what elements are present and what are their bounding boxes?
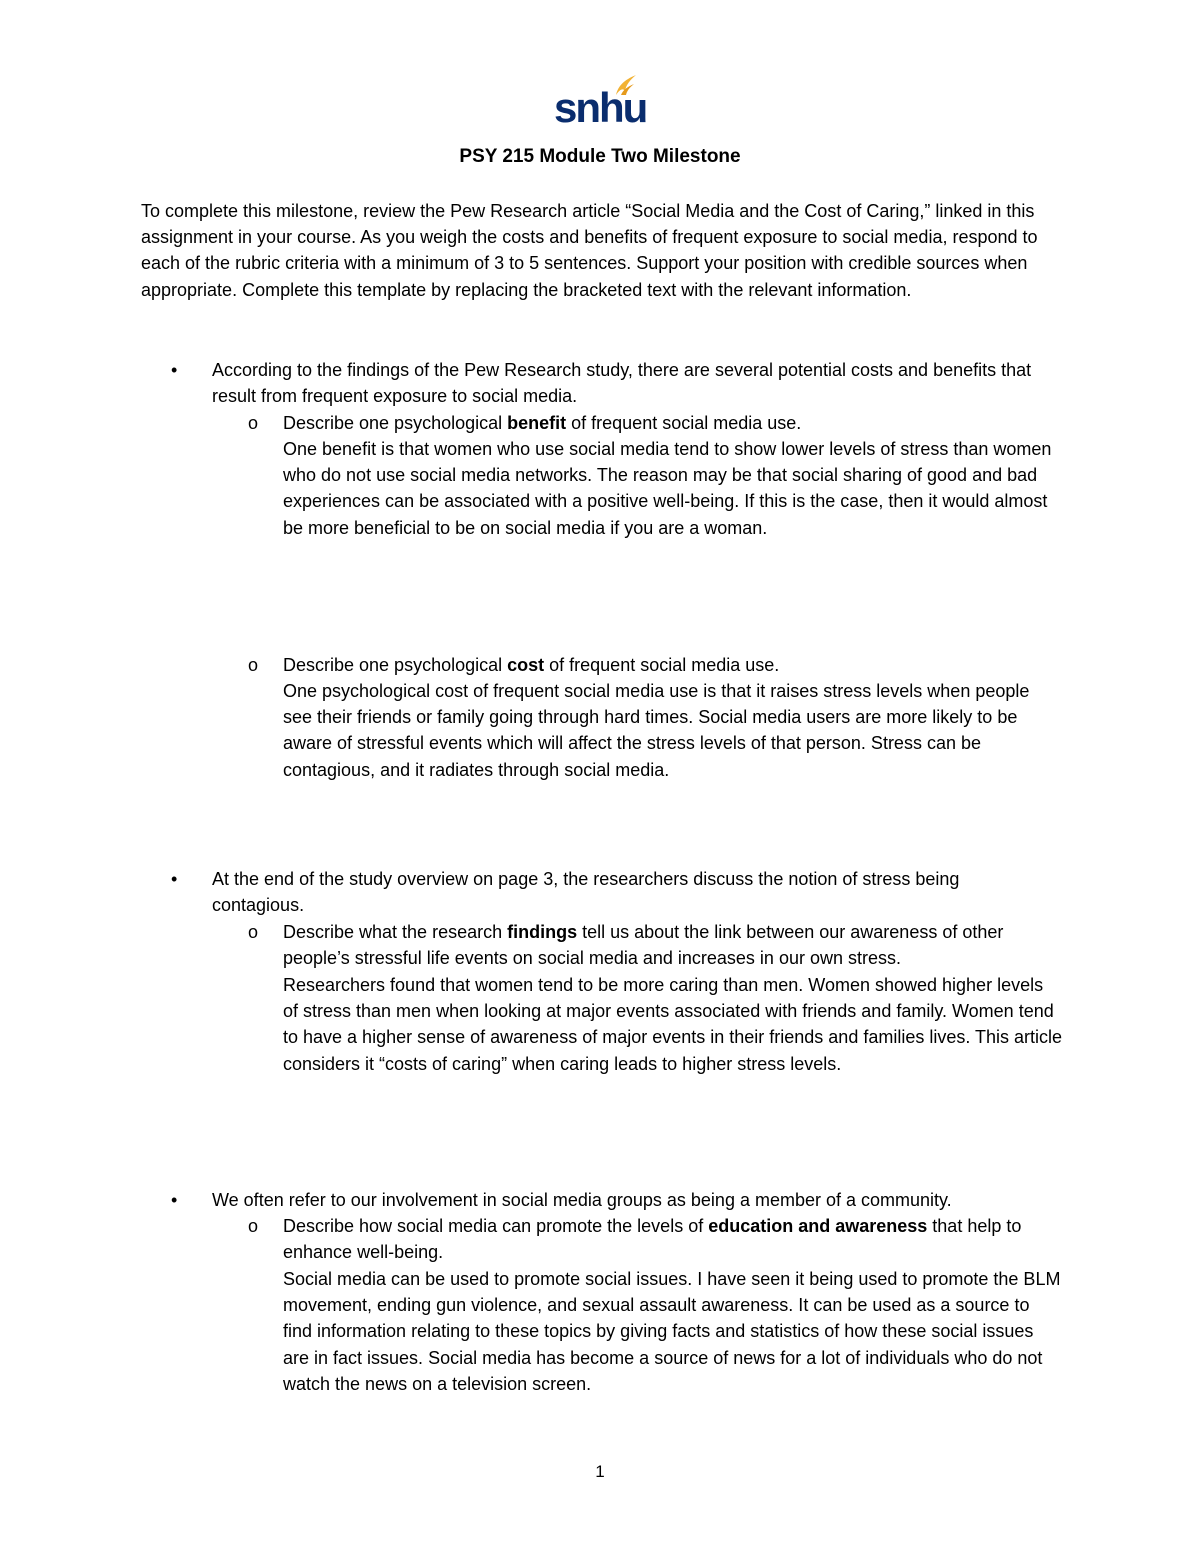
sub-bullet-marker: o — [248, 413, 259, 433]
prompt-text: Describe what the research findings tell us about the link between our awareness of other people’s stressful life events on social media and increases in our own stress. — [283, 922, 1004, 969]
page-number: 1 — [595, 1462, 605, 1481]
prompt-text: Describe one psychological cost of frequent social media use. — [283, 655, 780, 675]
bullet-marker: • — [171, 360, 178, 380]
answer-text: One psychological cost of frequent social media use is that it raises stress levels when people see their friends or family going through hard times. Social media users are more likely to be aware of stressful events which will affect the stress levels of that person. Stress can be contagious, and it radiates through social media. — [283, 681, 1030, 780]
answer-text: Social media can be used to promote social issues. I have seen it being used to promote the BLM movement, ending gun violence, and sexual assault awareness. It can be used as a source to find information relating to these topics by giving facts and statistics of how these social issues are in fact issues. Social media has become a source of news for a lot of individuals who do not watch the news on a television screen. — [283, 1269, 1061, 1394]
answer-text: One benefit is that women who use social media tend to show lower levels of stress than women who do not use social media networks. The reason may be that social sharing of good and bad experiences can be associated with a positive well-being. If this is the case, then it would almost be more beneficial to be on social media if you are a woman. — [283, 439, 1052, 538]
snhu-logo — [554, 74, 647, 132]
intro-paragraph: To complete this milestone, review the Pew Research article “Social Media and the Cost of Caring,” linked in this assignment in your course. As you weigh the costs and benefits of frequent exposure to social media, respond to each of the rubric criteria with a minimum of 3 to 5 sentences. Support your position with credible sources when appropriate. Complete this template by replacing the bracketed text with the relevant information. — [141, 201, 1038, 300]
bullet-marker: • — [171, 1190, 178, 1210]
bullet-text: According to the findings of the Pew Research study, there are several potential costs and benefits that result from frequent exposure to social media. — [212, 360, 1032, 407]
sub-bullet-marker: o — [248, 655, 259, 675]
bullet-text: We often refer to our involvement in social media groups as being a member of a community. — [212, 1190, 952, 1210]
bullet-marker: • — [171, 869, 178, 889]
bullet-text: At the end of the study overview on page 3, the researchers discuss the notion of stress being contagious. — [212, 869, 960, 916]
sub-bullet-marker: o — [248, 922, 259, 942]
sub-bullet-marker: o — [248, 1216, 259, 1236]
document-title: PSY 215 Module Two Milestone — [459, 146, 741, 167]
prompt-text: Describe one psychological benefit of frequent social media use. — [283, 413, 802, 433]
logo-wordmark: snhu — [554, 84, 647, 131]
prompt-text: Describe how social media can promote the levels of education and awareness that help to enhance well-being. — [283, 1216, 1022, 1263]
answer-text: Researchers found that women tend to be more caring than men. Women showed higher levels of stress than men when looking at major events associated with friends and family. Women tend to have a higher sense of awareness of major events in their friends and families lives. This article considers it “costs of caring” when caring leads to higher stress levels. — [283, 975, 1063, 1074]
